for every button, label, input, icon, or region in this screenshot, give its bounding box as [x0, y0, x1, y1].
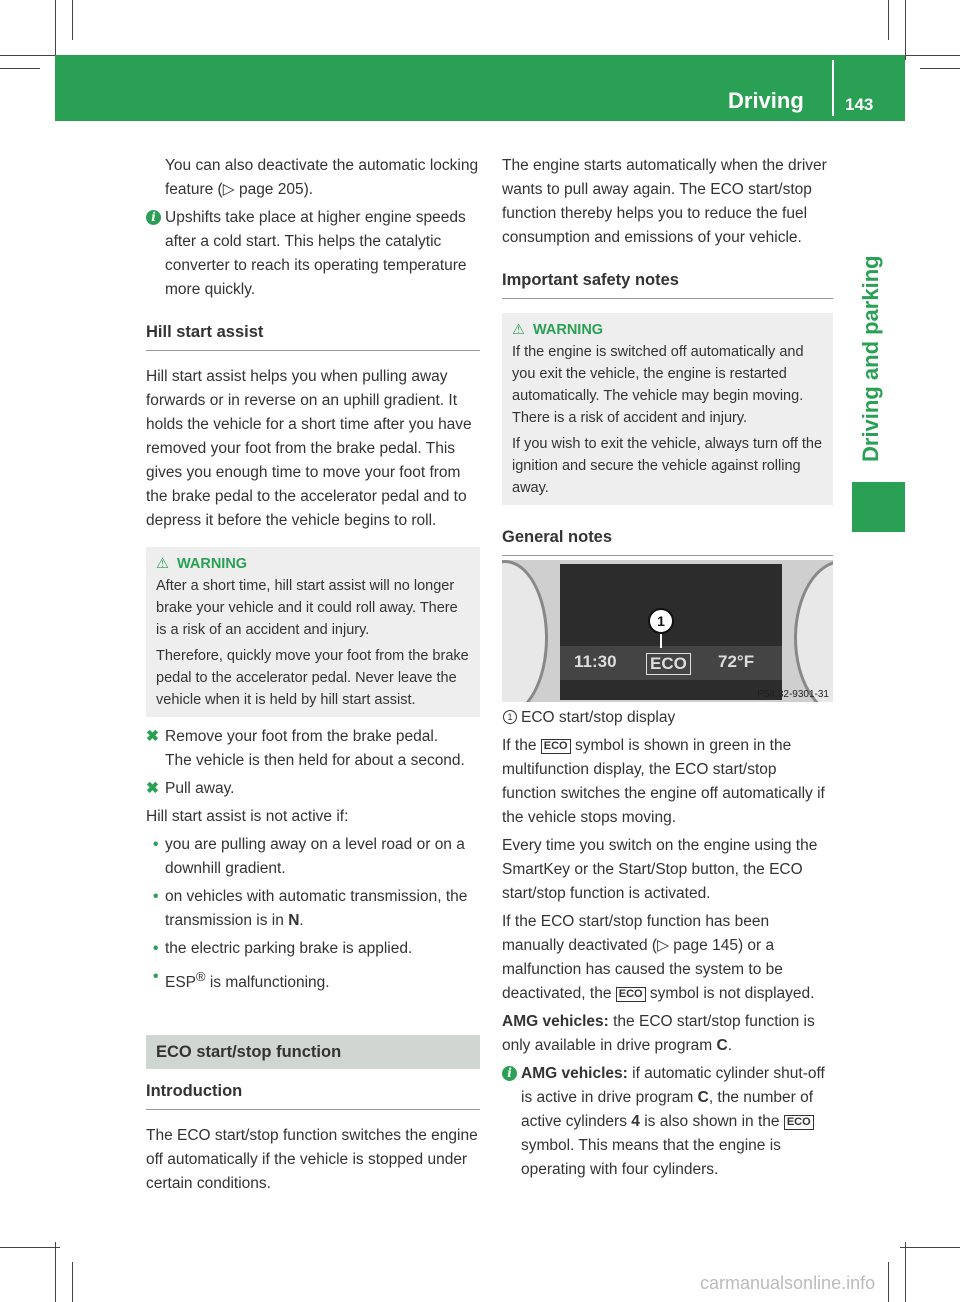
info-note [502, 1062, 833, 1182]
list-item [146, 937, 480, 961]
section-header: ECO start/stop function [146, 1035, 480, 1069]
text: symbol. This means that the engine is operating with four cylinders. [521, 1137, 781, 1178]
registered-mark: ® [196, 969, 206, 984]
text: symbol is not displayed. [649, 985, 815, 1002]
heading-general-notes: General notes [502, 525, 833, 556]
crop-mark [0, 55, 60, 56]
crop-mark [900, 55, 960, 56]
bullet: • [153, 940, 159, 957]
warning-title: WARNING [177, 556, 248, 572]
crop-mark [888, 0, 889, 40]
crop-mark [905, 1242, 906, 1302]
heading-introduction: Introduction [146, 1079, 480, 1110]
multifunction-display [560, 564, 782, 700]
list-text: ESP [165, 974, 197, 992]
step-text: Remove your foot from the brake pedal. [165, 728, 439, 745]
bullet: • [153, 888, 159, 905]
list-text: on vehicles with automatic transmission, the transmission is in [165, 888, 468, 929]
bullet: • [153, 968, 159, 985]
display-time: 11:30 [574, 652, 617, 671]
warning-box [146, 547, 480, 717]
step-text: Pull away. [165, 780, 235, 797]
callout-1: 1 [648, 608, 674, 634]
paragraph: Hill start assist is not active if: [146, 808, 349, 825]
paragraph: AMG vehicles: the ECO start/stop function is only available in drive program C. [502, 1013, 815, 1054]
watermark: carmanualsonline.info [700, 1273, 876, 1293]
bold-label: AMG vehicles: [521, 1065, 628, 1082]
left-dial [502, 560, 548, 702]
heading-safety-notes: Important safety notes [502, 268, 833, 299]
section-title: Driving [728, 88, 804, 113]
text: symbol is shown in green in the multifunction display, the ECO start/stop function switches the engine off automatically if the vehicle stops moving. [502, 737, 825, 826]
eco-symbol-icon: ECO [616, 987, 646, 1002]
step-arrow-icon: ✖ [146, 780, 159, 797]
crop-mark [900, 1247, 960, 1248]
warning-text: After a short time, hill start assist will no longer brake your vehicle and it could roll away. There is a risk of an accident and injury. [156, 578, 458, 638]
warning-text: If you wish to exit the vehicle, always turn off the ignition and secure the vehicle against rolling away. [512, 436, 823, 496]
drive-program: C [716, 1037, 728, 1054]
eco-symbol-icon: ECO [541, 739, 571, 754]
display-temperature: 72°F [718, 652, 755, 671]
paragraph [502, 734, 833, 830]
text: If the [502, 737, 537, 754]
info-icon: i [502, 1066, 517, 1081]
paragraph: Hill start assist helps you when pulling away forwards or in reverse on an uphill gradient. It holds the vehicle for a short time after you have removed your foot from the brake pedal. This gives you enough time to move your foot from the brake pedal to the accelerator pedal and to depress it before the vehicle begins to roll. [146, 368, 472, 529]
warning-triangle-icon: ⚠ [156, 556, 169, 572]
figure-code: P54.32-9301-31 [757, 689, 829, 700]
left-column [146, 154, 480, 1200]
eco-symbol-icon: ECO [784, 1115, 814, 1130]
paragraph [502, 910, 833, 1006]
display-eco-symbol: ECO [646, 653, 691, 675]
gear-letter: N [288, 912, 300, 929]
step-arrow-icon: ✖ [146, 728, 159, 745]
text: If the ECO start/stop function has been manually deactivated (▷ page 145) or a malfunction has caused the system to be deactivated, the [502, 913, 783, 1002]
bullet: • [153, 836, 159, 853]
list-item: • on vehicles with automatic transmission, the transmission is in N. [146, 885, 480, 933]
warning-heading [512, 319, 825, 341]
crop-mark [0, 68, 40, 69]
crop-mark [55, 1242, 56, 1302]
list-text: you are pulling away on a level road or on a downhill gradient. [165, 836, 465, 877]
text: , the number of active cylinders [521, 1089, 814, 1130]
list-text: the electric parking brake is applied. [165, 940, 413, 957]
step [146, 725, 480, 773]
right-dial [794, 560, 833, 702]
cylinder-count: 4 [631, 1113, 640, 1130]
text: if automatic cylinder shut-off is active in drive program [521, 1065, 825, 1106]
warning-heading [156, 553, 472, 575]
legend-item [502, 706, 833, 730]
step-text: The vehicle is then held for about a second. [165, 752, 465, 769]
warning-text: Therefore, quickly move your foot from the brake pedal to the accelerator pedal. Never leave the vehicle when it is held by hill start assist. [156, 648, 469, 708]
crop-mark [920, 68, 960, 69]
list-item [146, 833, 480, 881]
warning-title: WARNING [533, 322, 604, 338]
text: the ECO start/stop function is only available in drive program [502, 1013, 815, 1054]
paragraph: The engine starts automatically when the driver wants to pull away again. The ECO start/stop function thereby helps you to reduce the fuel consumption and emissions of your vehicle. [502, 157, 827, 246]
warning-text: If the engine is switched off automatically and you exit the vehicle, the engine is restarted automatically. The vehicle may begin moving. There is a risk of accident and injury. [512, 344, 804, 426]
text: is also shown in the [644, 1113, 780, 1130]
crop-mark [72, 1262, 73, 1302]
legend-text: ECO start/stop display [521, 709, 676, 726]
info-icon: i [146, 210, 161, 225]
heading-hill-start-assist: Hill start assist [146, 320, 480, 351]
side-tab-label: Driving and parking [858, 255, 883, 462]
header-divider [832, 60, 834, 116]
page-number: 143 [845, 95, 874, 114]
legend-number: 1 [503, 710, 517, 724]
crop-mark [72, 0, 73, 40]
warning-triangle-icon: ⚠ [512, 322, 525, 338]
warning-box [502, 313, 833, 505]
crop-mark [905, 0, 906, 60]
paragraph: The ECO start/stop function switches the engine off automatically if the vehicle is stopped under certain conditions. [146, 1127, 478, 1193]
paragraph: You can also deactivate the automatic locking feature (▷ page 205). [165, 157, 479, 198]
list-text: is malfunctioning. [205, 974, 330, 992]
crop-mark [55, 0, 56, 60]
info-note [146, 206, 480, 302]
paragraph: Every time you switch on the engine using the SmartKey or the Start/Stop button, the ECO start/stop function is activated. [502, 837, 818, 902]
info-text: Upshifts take place at higher engine speeds after a cold start. This helps the catalytic converter to reach its operating temperature more quickly. [165, 209, 467, 298]
bold-label: AMG vehicles: [502, 1013, 609, 1030]
side-tab-marker [852, 482, 905, 532]
crop-mark [0, 1247, 60, 1248]
callout-line [660, 632, 662, 648]
drive-program: C [697, 1089, 709, 1106]
instrument-cluster-figure [502, 560, 833, 702]
list-item [146, 965, 480, 995]
crop-mark [888, 1262, 889, 1302]
right-column-lower [502, 706, 833, 1186]
step [146, 777, 480, 801]
right-column [502, 154, 833, 570]
